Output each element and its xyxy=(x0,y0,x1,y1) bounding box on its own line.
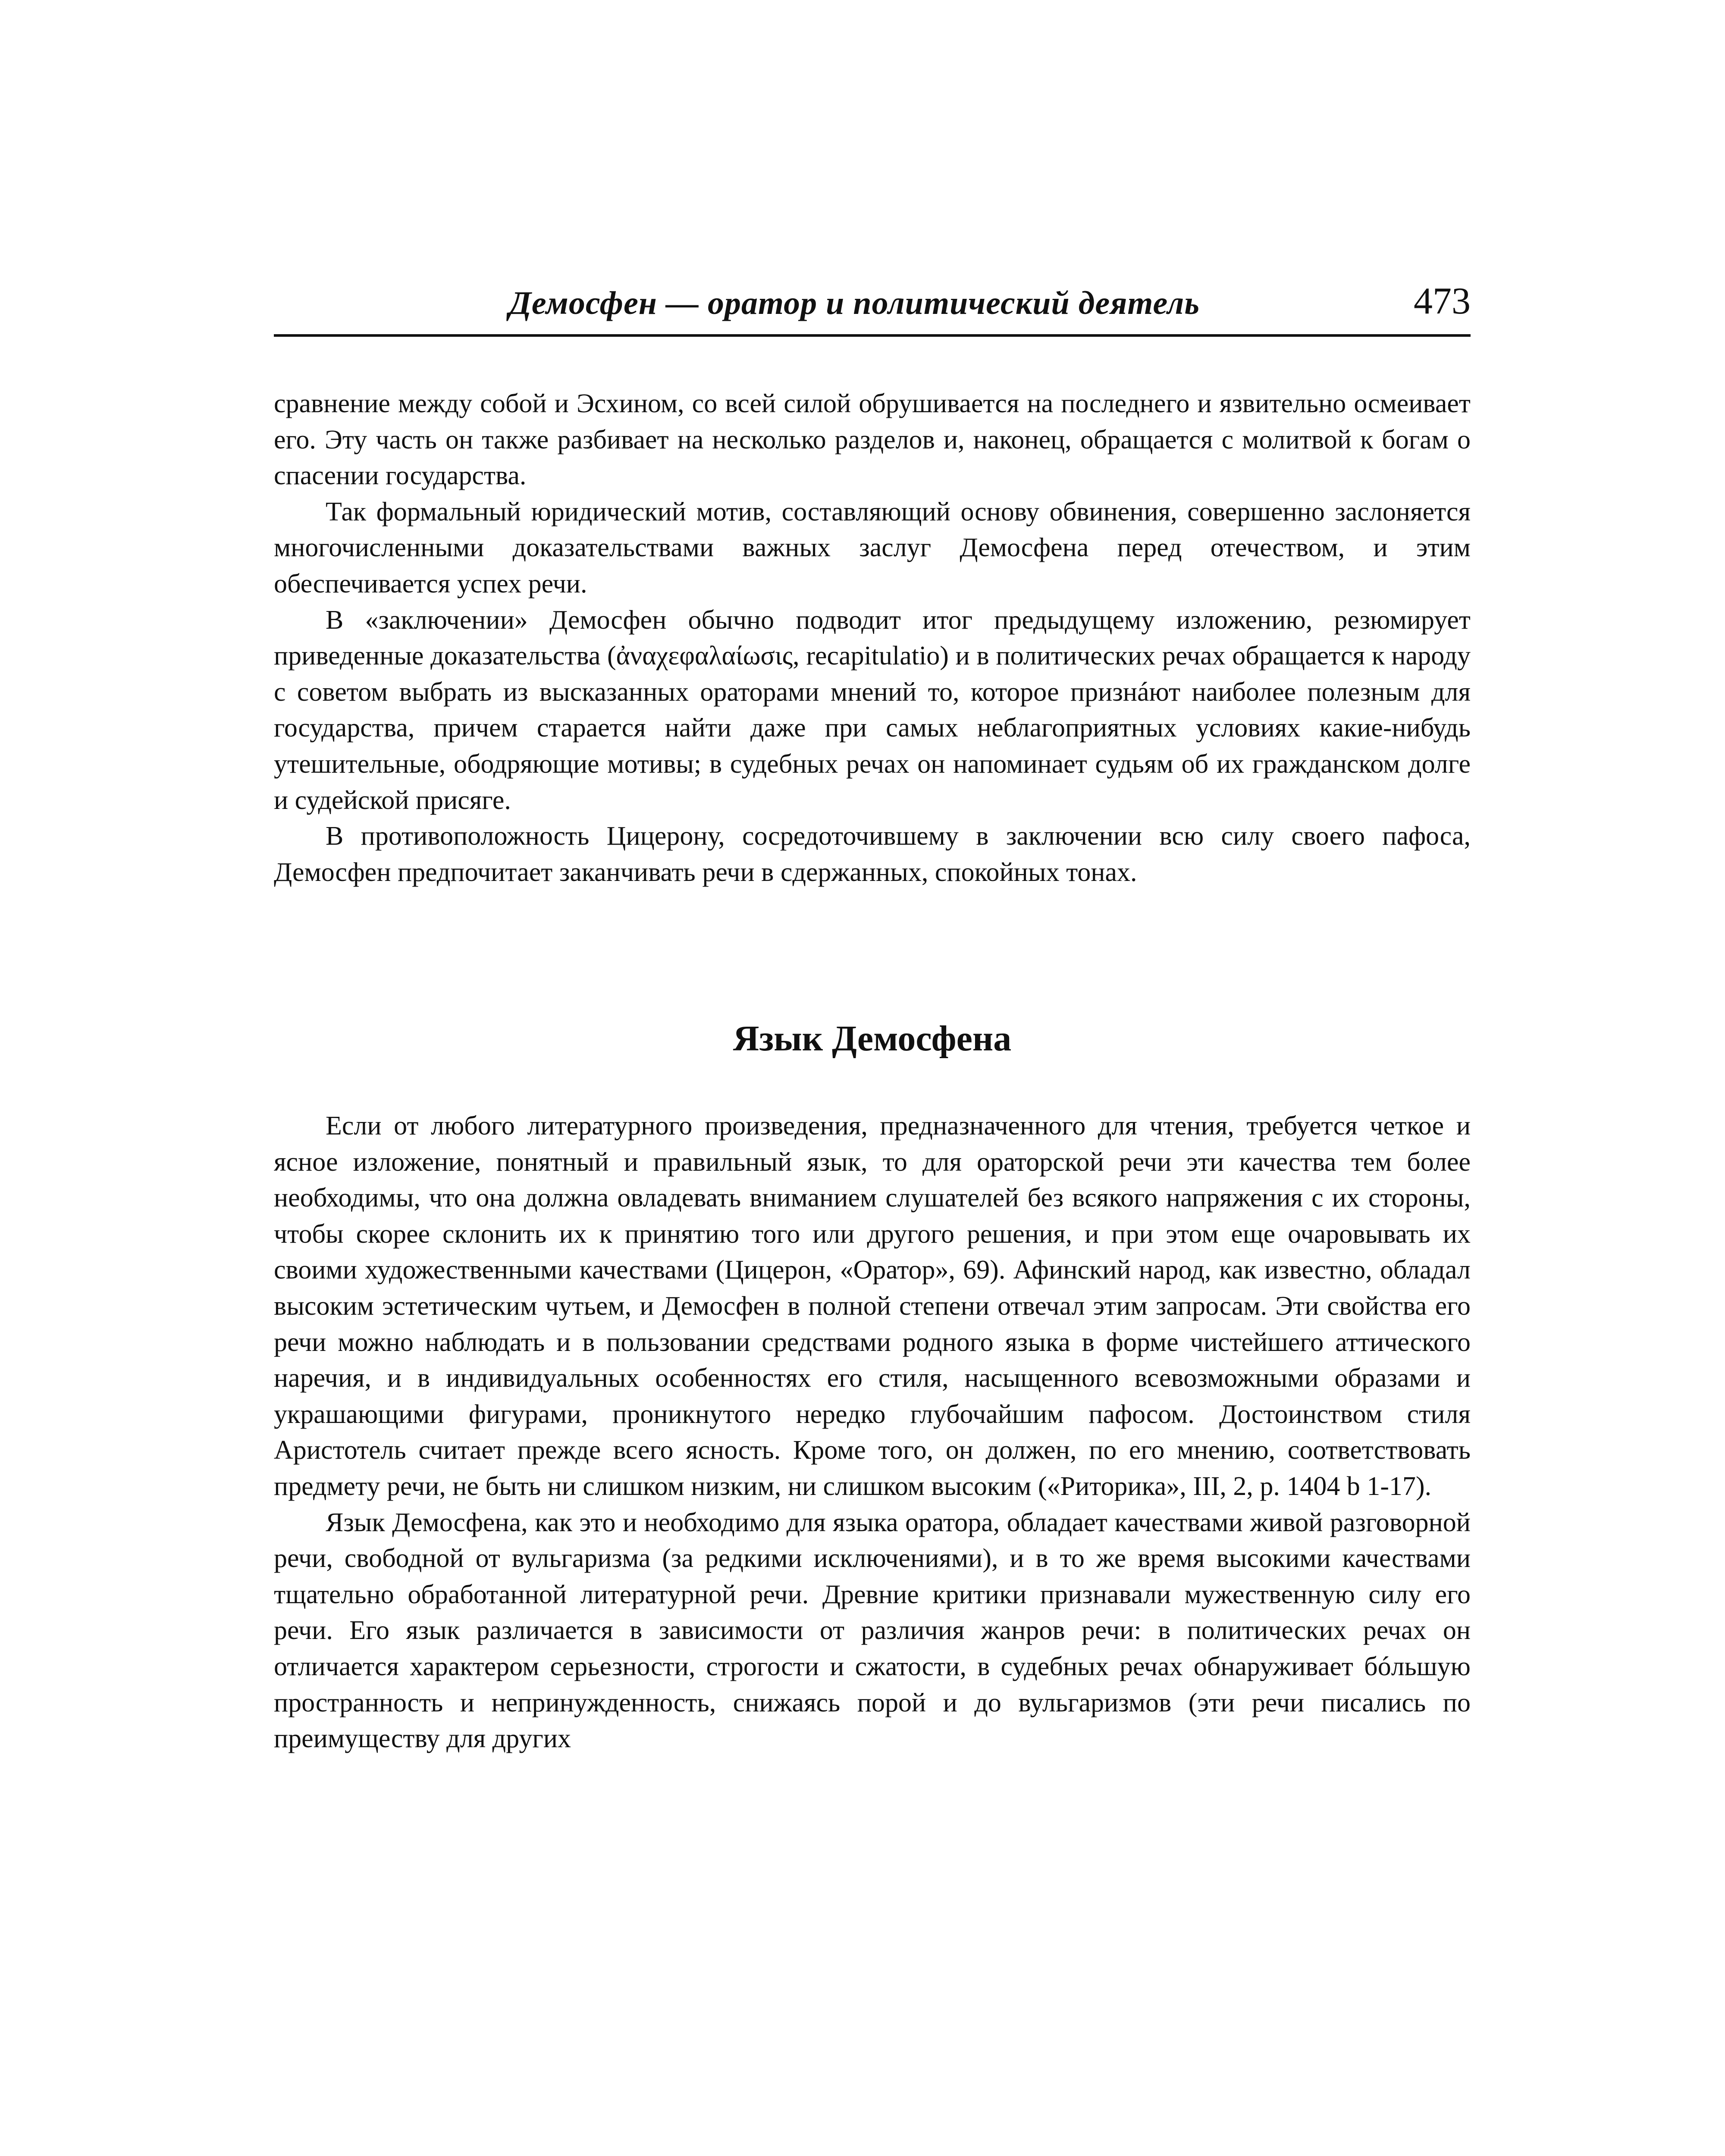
section-heading: Язык Демосфена xyxy=(733,1018,1012,1059)
paragraph: В противоположность Цицерону, сосредоточившему в заключении всю силу своего пафоса, Демосфен предпочитает заканчивать речи в сдержанных, спокойных тонах. xyxy=(274,821,1471,887)
top-text-block xyxy=(274,386,1471,890)
paragraph: Язык Демосфена, как это и необходимо для языка оратора, обладает качествами живой разговорной речи, свободной от вульгаризма (за редкими исключениями), и в то же время высокими качествами тщательно обработанной литературной речи. Древние критики признавали мужественную силу его речи. Его язык различается в зависимости от различия жанров речи: в политических речах он отличается характером серьезности, строгости и сжатости, в судебных речах обнаруживает бóльшую пространность и непринужденность, снижаясь порой и до вульгаризмов (эти речи писались по преимуществу для других xyxy=(274,1507,1471,1754)
paragraph-continuation: сравнение между собой и Эсхином, со всей силой обрушивается на последнего и язвительно осмеивает его. Эту часть он также разбивает на несколько разделов и, наконец, обращается с молитвой к богам о спасении государства. xyxy=(274,389,1471,491)
section-text-block xyxy=(274,1108,1471,1757)
page-header xyxy=(274,276,1471,337)
paragraph: Так формальный юридический мотив, составляющий основу обвинения, совершенно заслоняется многочисленными доказательствами важных заслуг Демосфена перед отечеством, и этим обеспечивается успех речи. xyxy=(274,497,1471,599)
page-number: 473 xyxy=(1414,280,1471,322)
running-title: Демосфен — оратор и политический деятель xyxy=(509,285,1200,321)
paragraph: В «заключении» Демосфен обычно подводит итог предыдущему изложению, резюмирует приведенные доказательства (ἀναχεφαλαίωσις, recapitulatio) и в политических речах обращается к народу с советом выбрать из высказанных ораторами мнений то, которое признáют наиболее полезным для государства, причем старается найти даже при самых неблагоприятных условиях какие-нибудь утешительные, ободряющие мотивы; в судебных речах он напоминает судьям об их гражданском долге и судейской присяге. xyxy=(274,605,1471,815)
paragraph: Если от любого литературного произведения, предназначенного для чтения, требуется четкое и ясное изложение, понятный и правильный язык, то для ораторской речи эти качества тем более необходимы, что она должна овладевать вниманием слушателей без всякого напряжения с их стороны, чтобы скорее склонить их к принятию того или другого решения, и при этом еще очаровывать их своими художественными качествами (Цицерон, «Оратор», 69). Афинский народ, как известно, обладал высоким эстетическим чутьем, и Демосфен в полной степени отвечал этим запросам. Эти свойства его речи можно наблюдать и в пользовании средствами родного языка в форме чистейшего аттического наречия, и в индивидуальных особенностях его стиля, насыщенного всевозможными образами и украшающими фигурами, проникнутого нередко глубочайшим пафосом. Достоинством стиля Аристотель считает прежде всего ясность. Кроме того, он должен, по его мнению, соответствовать предмету речи, не быть ни слишком низким, ни слишком высоким («Риторика», III, 2, p. 1404 b 1-17). xyxy=(274,1111,1471,1501)
